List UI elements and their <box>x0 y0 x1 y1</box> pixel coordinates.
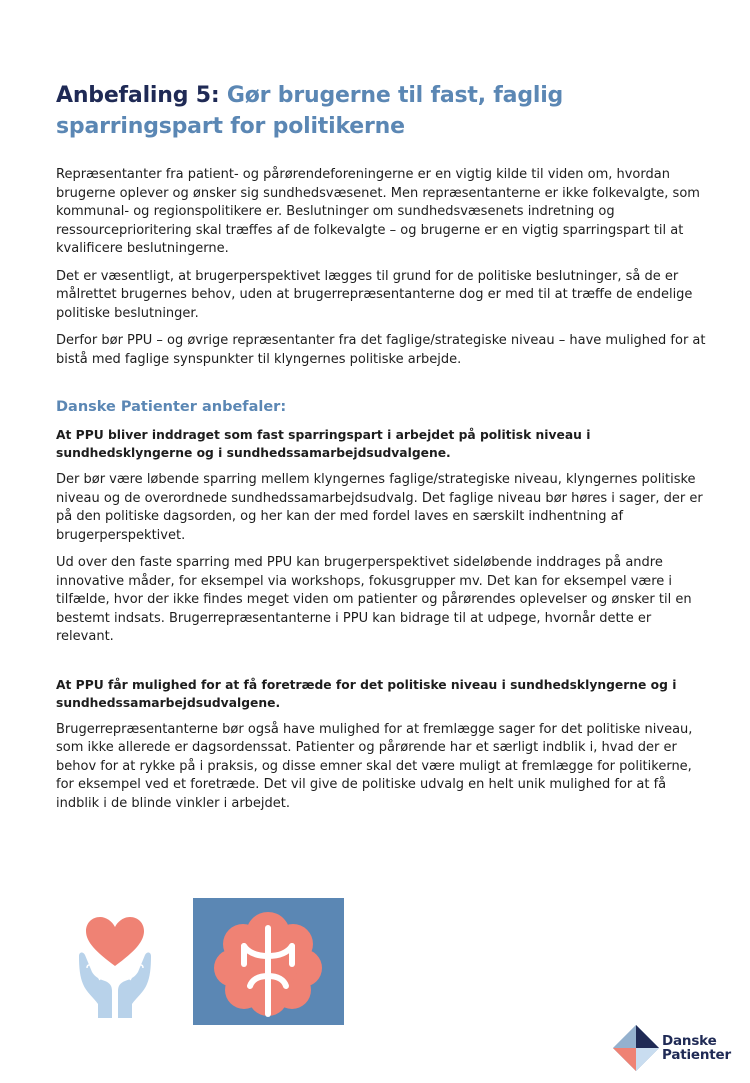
recommendation-2-title: At PPU får mulighed for at få foretræde for det politiske niveau i sundhedsklyngerne og i sundhedssamarbejdsudvalgene. <box>56 677 677 710</box>
page-content <box>56 80 706 822</box>
intro-paragraph-1: Repræsentanter fra patient- og pårørendeforeningerne er en vigtig kilde til viden om, hvordan brugerne oplever og ønsker sig sundhedsvæsenet. Men repræsentanterne er ikke folkevalgte, som kommunal- og regionspolitikere er. Beslutninger om sundhedsvæsenets indretning og ressourceprioritering skal træffes af de folkevalgte – og brugerne er en vigtig sparringspart til at kvalificere beslutningerne. <box>56 167 700 256</box>
title-line-2: sparringspart for politikerne <box>56 114 405 139</box>
recommendation-1-paragraph-1: Der bør være løbende sparring mellem klyngernes faglige/strategiske niveau, klyngernes politiske niveau og de overordnede sundhedssamarbejdsudvalg. Det faglige niveau bør høres i sager, der er på den politiske dagsorden, og her kan der med fordel laves en særskilt indhentning af brugerperspektivet. <box>56 472 703 543</box>
recommends-heading: Danske Patienter anbefaler: <box>56 399 287 415</box>
diamond-logo-icon <box>612 1024 660 1072</box>
illustration-icons <box>76 898 346 1025</box>
danske-patienter-logo <box>612 1024 742 1074</box>
intro-paragraph-3: Derfor bør PPU – og øvrige repræsentanter fra det faglige/strategiske niveau – have mulighed for at bistå med faglige synspunkter til klyngernes politiske arbejde. <box>56 333 706 367</box>
brain-icon <box>193 898 344 1025</box>
intro-paragraph-2: Det er væsentligt, at brugerperspektivet lægges til grund for de politiske beslutninger, så de er målrettet brugernes behov, uden at brugerrepræsentanterne dog er med til at træffe de endelige politiske beslutninger. <box>56 268 693 321</box>
logo-line-2: Patienter <box>662 1047 731 1063</box>
logo-wordmark <box>662 1034 731 1062</box>
title-line-1: Gør brugerne til fast, faglig <box>226 83 564 108</box>
title-prefix: Anbefaling 5: <box>56 83 220 108</box>
recommendation-2-paragraph-1: Brugerrepræsentanterne bør også have mulighed for at fremlægge sager for det politiske niveau, som ikke allerede er dagsordenssat. Patienter og pårørende har et særligt indblik i, hvad der er behov for at rykke på i praksis, og disse emner skal det være muligt at fremlægge for politikerne, for eksempel ved et foretræde. Det vil give de politiske udvalg en helt unik mulighed for at få indblik i de blinde vinkler i arbejdet. <box>56 721 693 811</box>
page-title <box>56 80 706 142</box>
heart-hands-icon <box>79 917 151 1018</box>
recommendation-1-paragraph-2: Ud over den faste sparring med PPU kan brugerperspektivet sideløbende inddrages på andre innovative måder, for eksempel via workshops, fokusgrupper mv. Det kan for eksempel være i tilfælde, hvor der ikke findes meget viden om patienter og pårørendes oplevelser og ønsker til en bestemt indsats. Brugerrepræsentanterne i PPU kan bidrage til at udpege, hvornår dette er relevant. <box>56 555 692 644</box>
logo-line-1: Danske <box>662 1033 717 1049</box>
recommendation-1-title: At PPU bliver inddraget som fast sparringspart i arbejdet på politisk niveau i sundhedsklyngerne og i sundhedssamarbejdsudvalgene. <box>56 428 591 460</box>
